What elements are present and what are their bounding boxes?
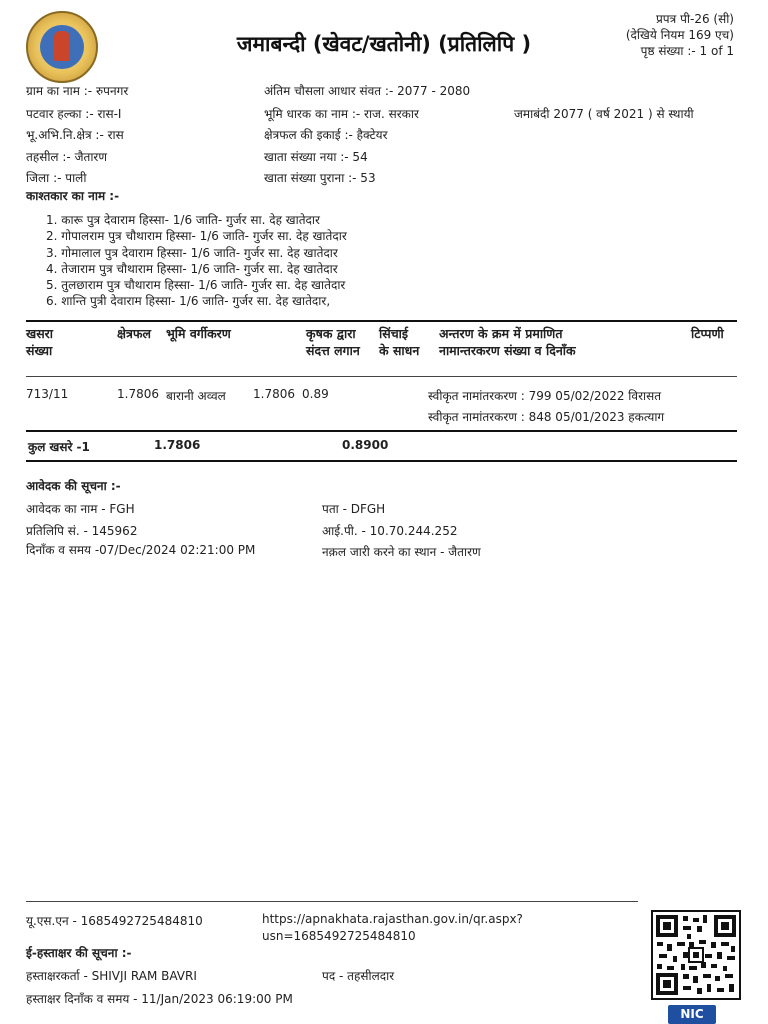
owners-heading: काश्तकार का नाम :-: [26, 189, 120, 203]
esign-heading: ई-हस्ताक्षर की सूचना :-: [26, 946, 132, 960]
page-title: जमाबन्दी (खेवट/खतोनी) (प्रतिलिपि ): [236, 32, 532, 56]
ri-area: भू.अभि.नि.क्षेत्र :- रास: [26, 128, 124, 142]
total-rent: 0.8900: [342, 438, 389, 452]
khata-new: खाता संख्या नया :- 54: [264, 150, 368, 164]
table-top-rule: [26, 320, 737, 322]
header-mutation-line1: अन्तरण के क्रम में प्रमाणित: [439, 326, 563, 341]
header-mutation-line2: नामान्तरकरण संख्या व दिनाँक: [439, 343, 576, 358]
header-irrigation: [379, 325, 419, 359]
cell-mutation-2: स्वीकृत नामांतरकरण : 848 05/01/2023 हकत्याग: [428, 410, 665, 424]
cell-area: 1.7806: [117, 387, 159, 401]
header-irrigation-line2: के साधन: [379, 343, 420, 358]
sign-datetime: हस्ताक्षर दिनाँक व समय - 11/Jan/2023 06:19:00 PM: [26, 992, 293, 1006]
header-rent-line1: कृषक द्वारा: [306, 326, 356, 341]
usn: यू.एस.एन - 1685492725484810: [26, 914, 203, 928]
area-unit: क्षेत्रफल की इकाई :- हैक्टेयर: [264, 128, 388, 142]
page-count: पृष्ठ संख्या :- 1 of 1: [640, 44, 734, 58]
applicant-heading: आवेदक की सूचना :-: [26, 479, 121, 493]
list-item: 3. गोमालाल पुत्र देवाराम हिस्सा- 1/6 जाति- गुर्जर सा. देह खातेदार: [46, 245, 338, 260]
issue-place: नक़ल जारी करने का स्थान - जैतारण: [322, 545, 481, 559]
cell-class-area: 1.7806: [253, 387, 295, 401]
patwar-halka: पटवार हल्का :- रास-I: [26, 107, 122, 121]
nic-logo: NIC: [668, 1005, 716, 1024]
cell-mutation-1: स्वीकृत नामांतरकरण : 799 05/02/2022 विरासत: [428, 389, 662, 403]
signer: हस्ताक्षरकर्ता - SHIVJI RAM BAVRI: [26, 969, 197, 983]
form-rule: (देखिये नियम 169 एच): [625, 28, 734, 42]
list-item: 5. तुलछाराम पुत्र चौथाराम हिस्सा- 1/6 जाति- गुर्जर सा. देह खातेदार: [46, 278, 346, 293]
cell-rent: 0.89: [302, 387, 329, 401]
header-land-class: भूमि वर्गीकरण: [166, 326, 231, 341]
header-khasra: [26, 325, 53, 359]
cell-land-class: बारानी अव्वल: [166, 389, 226, 403]
verify-url-line1[interactable]: https://apnakhata.rajasthan.gov.in/qr.aspx?: [262, 912, 523, 926]
ip-address: आई.पी. - 10.70.244.252: [322, 524, 458, 538]
header-khasra-line1: खसरा: [26, 326, 54, 341]
owners-list: [46, 212, 347, 310]
applicant-datetime: दिनाँक व समय -07/Dec/2024 02:21:00 PM: [26, 543, 256, 557]
header-irrigation-line1: सिंचाई: [379, 326, 409, 341]
jamabandi-note: जमाबंदी 2077 ( वर्ष 2021 ) से स्थायी: [514, 107, 694, 121]
last-base-year: अंतिम चौसला आधार संवत :- 2077 - 2080: [264, 84, 471, 98]
form-number: प्रपत्र पी-26 (सी): [655, 12, 734, 26]
qr-code-graphic: [653, 912, 739, 998]
total-top-rule: [26, 430, 737, 432]
header-area: क्षेत्रफल: [117, 326, 151, 341]
designation: पद - तहसीलदार: [322, 969, 395, 983]
total-area: 1.7806: [154, 438, 201, 452]
form-reference: [626, 11, 734, 59]
list-item: 4. तेजाराम पुत्र चौथाराम हिस्सा- 1/6 जाति- गुर्जर सा. देह खातेदार: [46, 261, 338, 276]
list-item: 1. कारू पुत्र देवाराम हिस्सा- 1/6 जाति- गुर्जर सा. देह खातेदार: [46, 213, 320, 227]
list-item: 6. शान्ति पुत्री देवाराम हिस्सा- 1/6 जाति- गुर्जर सा. देह खातेदार,: [46, 294, 331, 309]
list-item: 2. गोपालराम पुत्र चौथाराम हिस्सा- 1/6 जाति- गुर्जर सा. देह खातेदार: [46, 229, 347, 244]
land-holder: भूमि धारक का नाम :- राज. सरकार: [264, 107, 419, 121]
header-rent-line2: संदत्त लगान: [306, 343, 360, 358]
khata-old: खाता संख्या पुराना :- 53: [264, 171, 376, 185]
header-rent: [306, 325, 360, 359]
applicant-address: पता - DFGH: [322, 502, 386, 516]
header-mutation: [439, 325, 576, 359]
copy-number: प्रतिलिपि सं. - 145962: [26, 524, 138, 538]
village-name: ग्राम का नाम :- रुपनगर: [26, 84, 129, 98]
district: जिला :- पाली: [26, 171, 87, 185]
header-bottom-rule: [26, 376, 737, 377]
total-label: कुल खसरे -1: [28, 440, 90, 454]
footer-rule: [26, 901, 638, 902]
cell-khasra: 713/11: [26, 387, 69, 401]
header-khasra-line2: संख्या: [26, 343, 53, 358]
total-bottom-rule: [26, 460, 737, 462]
header-remarks: टिप्पणी: [691, 326, 724, 341]
applicant-name: आवेदक का नाम - FGH: [26, 502, 135, 516]
verify-url-line2[interactable]: usn=1685492725484810: [262, 929, 416, 943]
qr-code-icon[interactable]: [651, 910, 741, 1000]
tehsil: तहसील :- जैतारण: [26, 150, 108, 164]
